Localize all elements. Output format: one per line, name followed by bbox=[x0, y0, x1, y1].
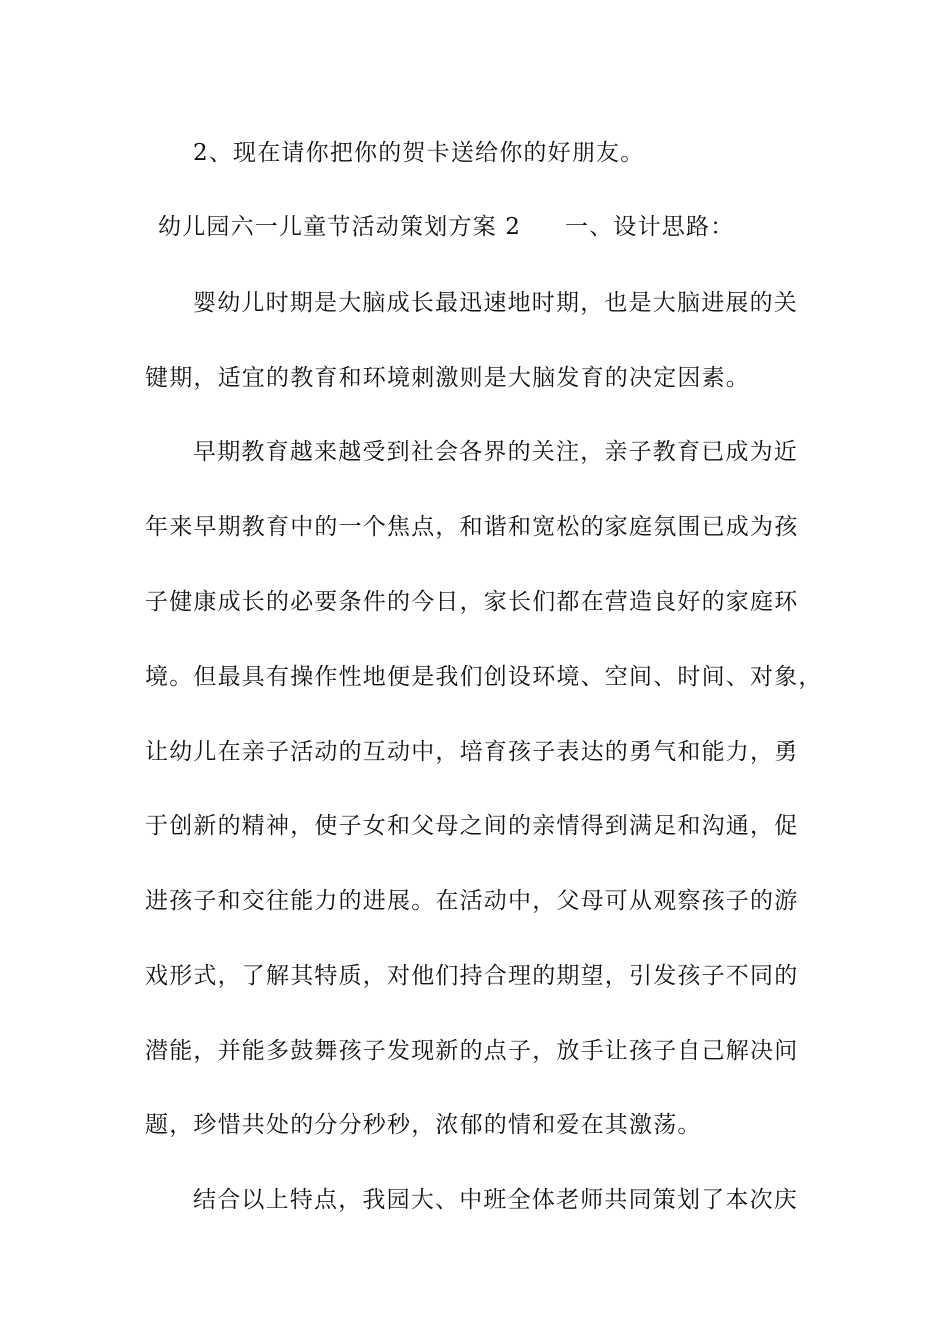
paragraph-2-line-4: 境。但最具有操作性地便是我们创设环境、空间、时间、对象， bbox=[145, 664, 823, 690]
paragraph-2-line-7: 进孩子和交往能力的进展。在活动中，父母可从观察孩子的游 bbox=[145, 888, 799, 914]
heading-title: 幼儿园六一儿童节活动策划方案 2 bbox=[158, 214, 522, 240]
paragraph-2-line-5: 让幼儿在亲子活动的互动中，培育孩子表达的勇气和能力，勇 bbox=[145, 739, 799, 765]
paragraph-3-line-1: 结合以上特点，我园大、中班全体老师共同策划了本次庆 bbox=[193, 1187, 798, 1213]
paragraph-2-line-2: 年来早期教育中的一个焦点，和谐和宽松的家庭氛围已成为孩 bbox=[145, 514, 799, 540]
paragraph-2-line-3: 子健康成长的必要条件的今日，家长们都在营造良好的家庭环 bbox=[145, 589, 799, 615]
paragraph-2-line-9: 潜能，并能多鼓舞孩子发现新的点子，放手让孩子自己解决问 bbox=[145, 1038, 799, 1064]
heading-subtitle: 一、设计思路： bbox=[565, 214, 735, 240]
paragraph-1-line-1: 婴幼儿时期是大脑成长最迅速地时期，也是大脑进展的关 bbox=[193, 290, 798, 316]
paragraph-2-line-6: 于创新的精神，使子女和父母之间的亲情得到满足和沟通，促 bbox=[145, 813, 799, 839]
paragraph-2-line-10: 题，珍惜共处的分分秒秒，浓郁的情和爱在其激荡。 bbox=[145, 1112, 702, 1138]
paragraph-2-line-1: 早期教育越来越受到社会各界的关注，亲子教育已成为近 bbox=[193, 439, 798, 465]
intro-line: 2、现在请你把你的贺卡送给你的好朋友。 bbox=[193, 140, 645, 166]
paragraph-2-line-8: 戏形式，了解其特质，对他们持合理的期望，引发孩子不同的 bbox=[145, 963, 799, 989]
section-heading bbox=[0, 212, 950, 242]
paragraph-1-line-2: 键期，适宜的教育和环境刺激则是大脑发育的决定因素。 bbox=[145, 365, 750, 391]
